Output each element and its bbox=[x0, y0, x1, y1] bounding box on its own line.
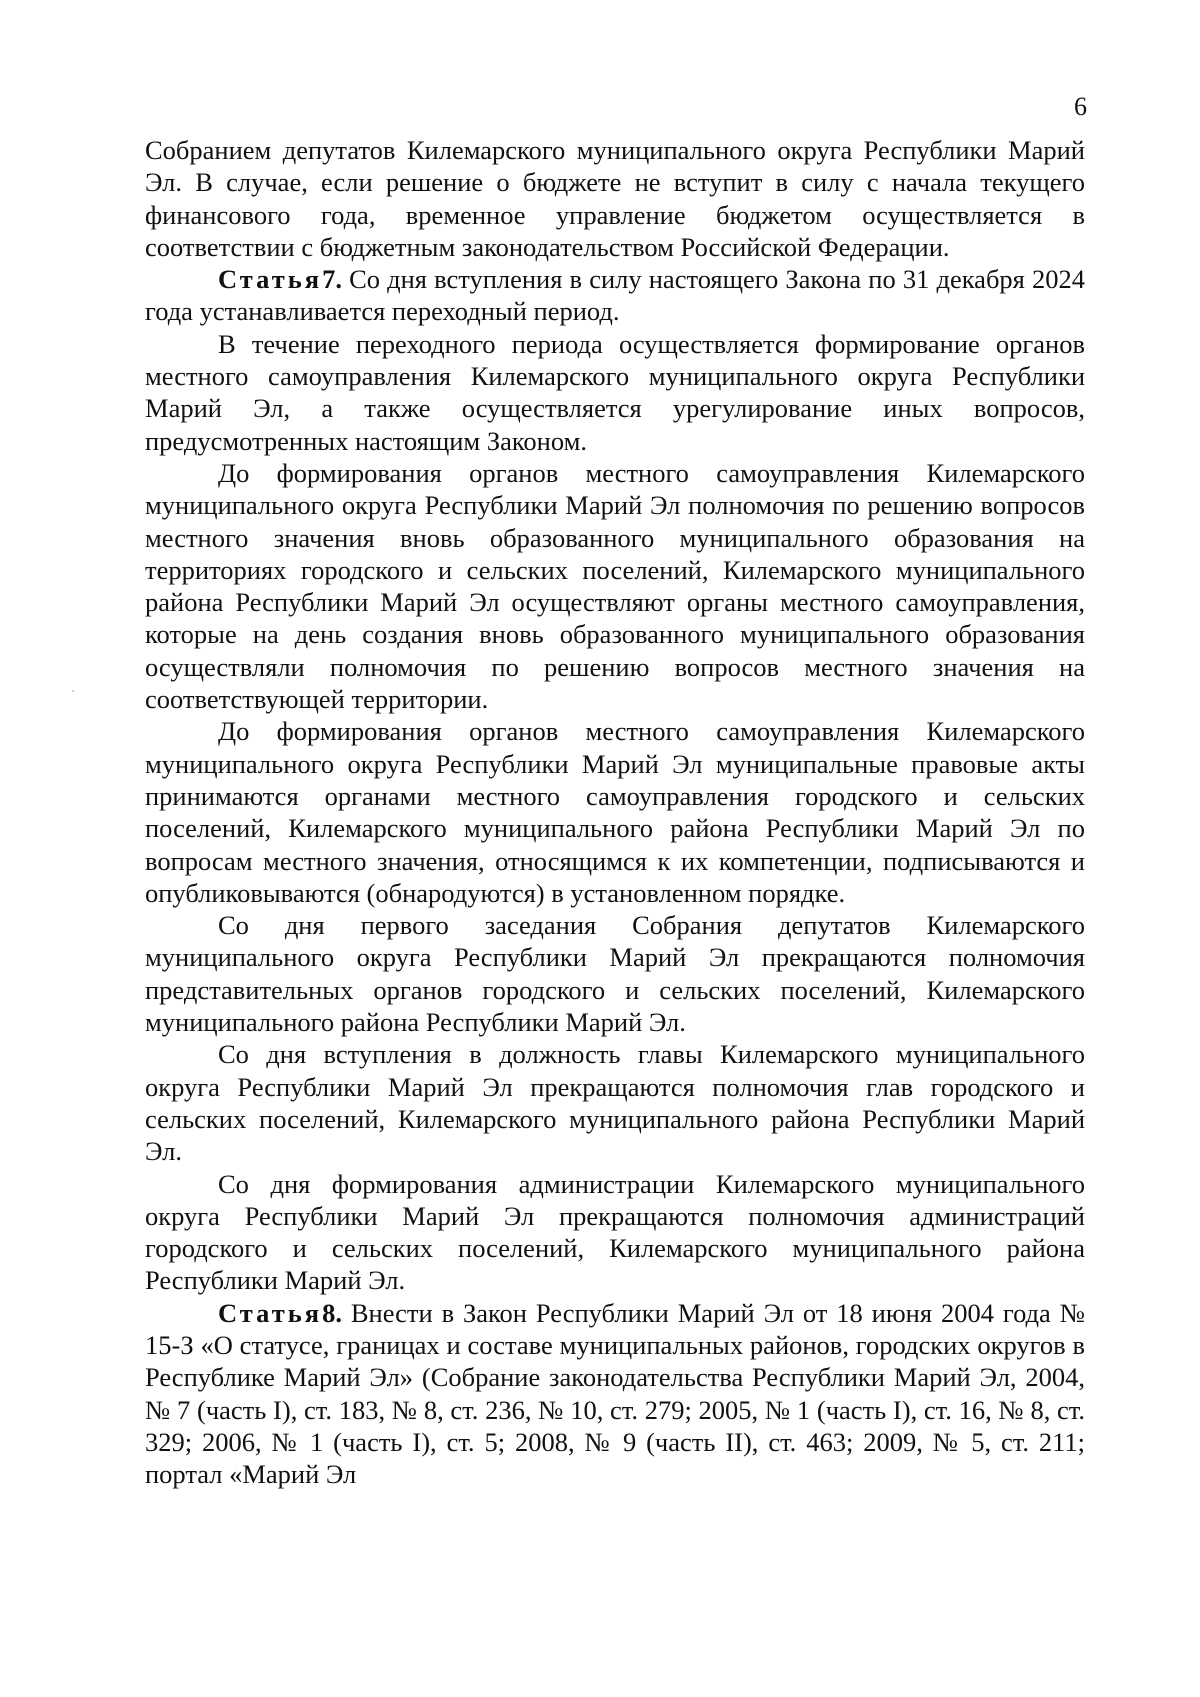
paragraph-text: До формирования органов местного самоуправления Килемарского муниципального округа Республики Марий Эл муниципальные правовые акты принимаются органами местного самоуправления городского и сельских поселений, Килемарского муниципального района Республики Марий Эл по вопросам местного значения, относящимся к их компетенции, подписываются и опубликовываются (обнародуются) в установленном порядке. bbox=[145, 716, 1085, 908]
paragraph-text: В течение переходного периода осуществляется формирование органов местного самоуправления Килемарского муниципального округа Республики Марий Эл, а также осуществляется урегулирование иных вопросов, предусмотренных настоящим Законом. bbox=[145, 328, 1085, 456]
paragraph-text: Со дня формирования администрации Килемарского муниципального округа Республики Марий Эл прекращаются полномочия администраций городского и сельских поселений, Килемарского муниципального района Республики Марий Эл. bbox=[145, 1168, 1085, 1296]
page-number: 6 bbox=[1074, 92, 1087, 121]
paragraph bbox=[145, 1168, 1085, 1297]
paragraph-text: Со дня первого заседания Собрания депутатов Килемарского муниципального округа Республики Марий Эл прекращаются полномочия представительных органов городского и сельских поселений, Килемарского муниципального района Республики Марий Эл. bbox=[145, 910, 1085, 1038]
paragraph bbox=[145, 457, 1085, 715]
article-8-paragraph bbox=[145, 1297, 1085, 1491]
article-number: 7. bbox=[322, 264, 342, 295]
paragraph bbox=[145, 1038, 1085, 1167]
paragraph-text: Со дня вступления в силу настоящего Закона по 31 декабря 2024 года устанавливается переходный период. bbox=[145, 264, 1085, 327]
paragraph-text: До формирования органов местного самоуправления Килемарского муниципального округа Республики Марий Эл полномочия по решению вопросов местного значения вновь образованного муниципального образования на территориях городского и сельских поселений, Килемарского муниципального района Республики Марий Эл осуществляют органы местного самоуправления, которые на день создания вновь образованного муниципального образования осуществляли полномочия по решению вопросов местного значения на соответствующей территории. bbox=[145, 457, 1085, 715]
paragraph bbox=[145, 328, 1085, 457]
paragraph bbox=[145, 715, 1085, 909]
article-label: Статья bbox=[218, 264, 323, 295]
article-label: Статья bbox=[218, 1297, 323, 1328]
paragraph-text: Внести в Закон Республики Марий Эл от 18 июня 2004 года № 15-З «О статусе, границах и составе муниципальных районов, городских округов в Республике Марий Эл» (Собрание законодательства Республики Марий Эл, 2004, № 7 (часть I), ст. 183, № 8, ст. 236, № 10, ст. 279; 2005, № 1 (часть I), ст. 16, № 8, ст. 329; 2006, № 1 (часть I), ст. 5; 2008, № 9 (часть II), ст. 463; 2009, № 5, ст. 211; портал «Марий Эл bbox=[145, 1297, 1085, 1490]
scan-artifact bbox=[72, 690, 74, 692]
paragraph-continuation bbox=[145, 134, 1085, 263]
document-body bbox=[145, 134, 1085, 1490]
article-7-paragraph bbox=[145, 263, 1085, 328]
paragraph-text: Со дня вступления в должность главы Килемарского муниципального округа Республики Марий Эл прекращаются полномочия глав городского и сельских поселений, Килемарского муниципального района Республики Марий Эл. bbox=[145, 1039, 1085, 1167]
paragraph bbox=[145, 909, 1085, 1038]
paragraph-text: Собранием депутатов Килемарского муниципального округа Республики Марий Эл. В случае, если решение о бюджете не вступит в силу с начала текущего финансового года, временное управление бюджетом осуществляется в соответствии с бюджетным законодательством Российской Федерации. bbox=[145, 135, 1085, 262]
article-number: 8. bbox=[322, 1297, 342, 1328]
